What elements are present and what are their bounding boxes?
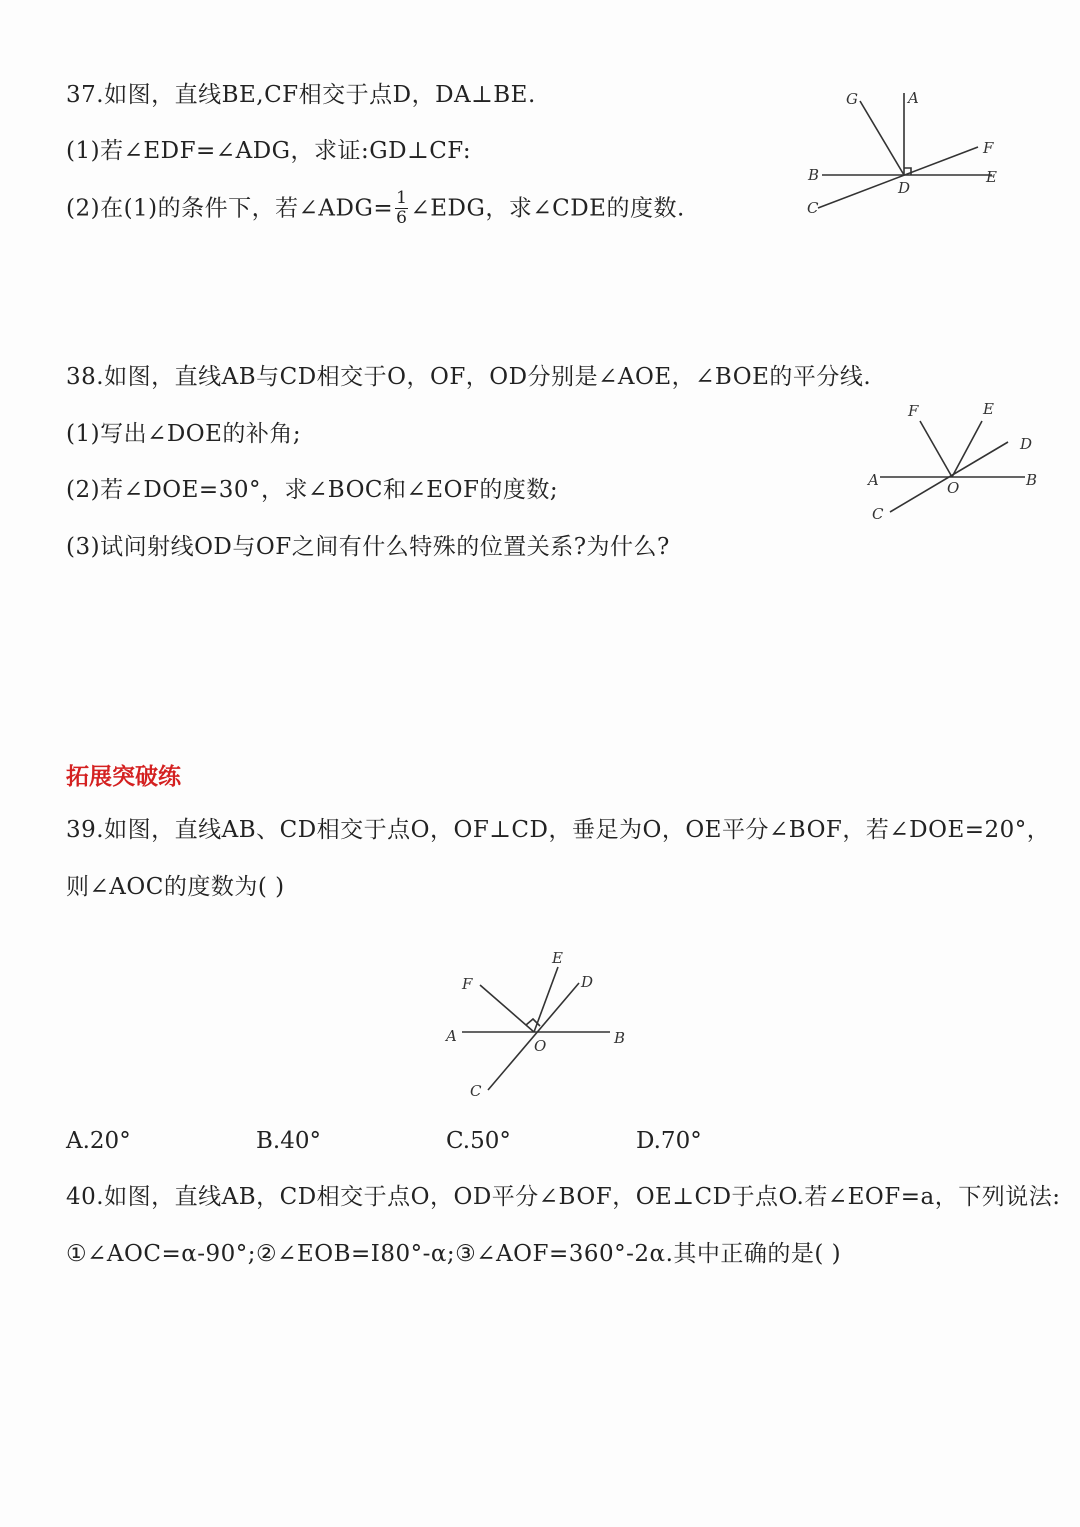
q38-figure xyxy=(860,395,1050,530)
ray-oe xyxy=(952,421,982,477)
q39-figure xyxy=(440,945,640,1100)
label-f: F xyxy=(983,139,994,157)
ray-of xyxy=(920,421,952,477)
label-c: C xyxy=(872,505,884,523)
label-b: B xyxy=(808,166,820,184)
option-b: B.40° xyxy=(256,1128,321,1154)
label-c: C xyxy=(470,1082,482,1100)
q37-part2 xyxy=(66,190,685,229)
label-g: G xyxy=(846,90,858,108)
option-d: D.70° xyxy=(636,1128,702,1154)
label-d: D xyxy=(1020,435,1033,453)
label-e: E xyxy=(552,949,563,967)
line-cf xyxy=(818,147,978,208)
section-title: 拓展突破练 xyxy=(66,764,181,790)
label-e: E xyxy=(986,168,997,186)
option-c: C.50° xyxy=(446,1128,511,1154)
q37-part2-pre: (2)在(1)的条件下，若∠ADG= xyxy=(66,195,394,222)
label-d: D xyxy=(898,179,911,197)
label-f: F xyxy=(462,975,473,993)
q39-line2: 则∠AOC的度数为( ) xyxy=(66,874,285,900)
q37-line1: 37.如图，直线BE,CF相交于点D，DA⊥BE. xyxy=(66,82,536,108)
label-f: F xyxy=(908,402,919,420)
label-a: A xyxy=(446,1027,457,1045)
q40-line1: 40.如图，直线AB，CD相交于点O，OD平分∠BOF，OE⊥CD于点O.若∠EOF=a，下列说法: xyxy=(66,1184,1061,1210)
fraction-denominator: 6 xyxy=(396,208,408,228)
ray-of xyxy=(480,985,534,1032)
q38-line1: 38.如图，直线AB与CD相交于O，OF，OD分别是∠AOE，∠BOE的平分线. xyxy=(66,364,872,390)
q38-part2: (2)若∠DOE=30°，求∠BOC和∠EOF的度数; xyxy=(66,477,559,503)
q37-part1: (1)若∠EDF=∠ADG，求证:GD⊥CF: xyxy=(66,138,472,164)
q38-part3: (3)试问射线OD与OF之间有什么特殊的位置关系?为什么? xyxy=(66,534,670,560)
ray-dg xyxy=(860,101,904,175)
label-a: A xyxy=(868,471,879,489)
fraction-numerator: 1 xyxy=(396,188,408,208)
fraction xyxy=(395,189,408,228)
label-b: B xyxy=(614,1029,626,1047)
label-e: E xyxy=(983,400,994,418)
q38-part1: (1)写出∠DOE的补角; xyxy=(66,421,302,447)
label-d: D xyxy=(581,973,594,991)
label-o: O xyxy=(534,1037,547,1055)
q37-part2-post: ∠EDG，求∠CDE的度数. xyxy=(410,195,685,222)
q37-figure xyxy=(800,85,1010,220)
q39-line1: 39.如图，直线AB、CD相交于点O，OF⊥CD，垂足为O，OE平分∠BOF，若∠DOE=20°， xyxy=(66,817,1051,843)
option-a: A.20° xyxy=(66,1128,131,1154)
label-b: B xyxy=(1026,471,1038,489)
q40-line2: ①∠AOC=α-90°;②∠EOB=I80°-α;③∠AOF=360°-2α.其中正确的是( ) xyxy=(66,1241,842,1267)
label-o: O xyxy=(947,479,960,497)
label-c: C xyxy=(807,199,819,217)
label-a: A xyxy=(908,89,919,107)
